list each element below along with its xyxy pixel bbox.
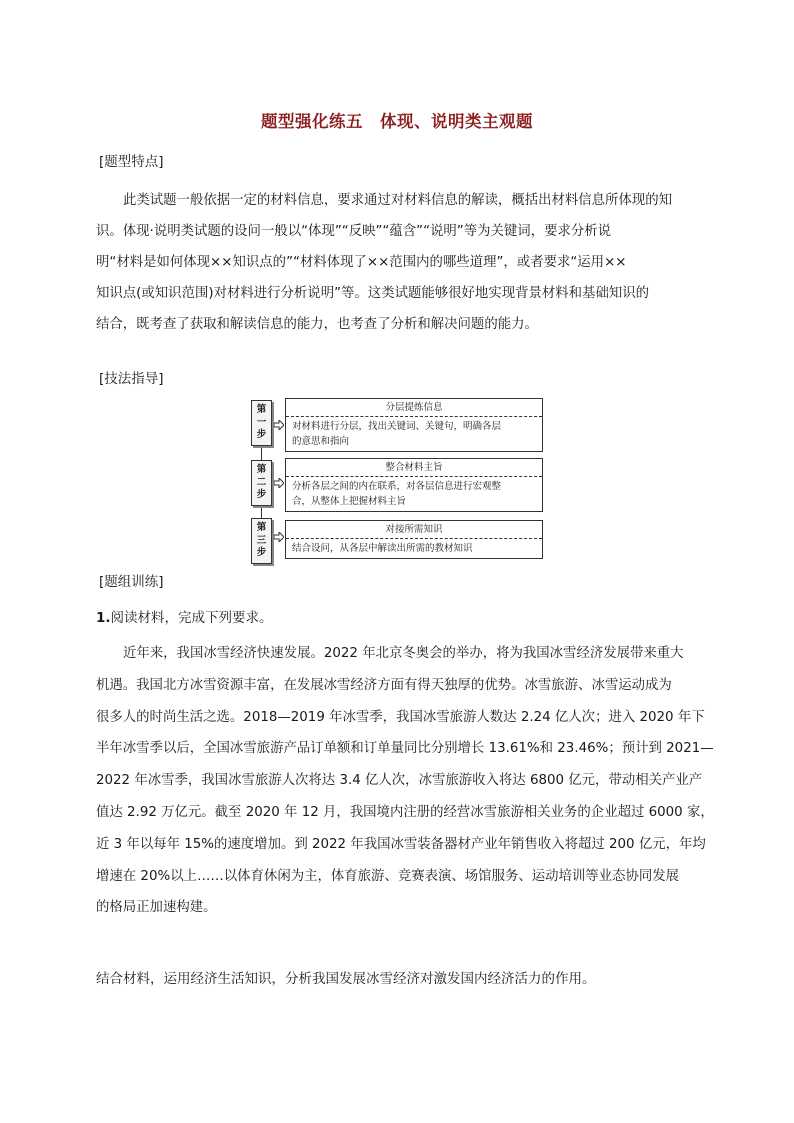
step-body-line: 分析各层之间的内在联系，对各层信息进行宏观整 — [292, 481, 502, 492]
method-flowchart — [249, 398, 545, 564]
material-line: 近 3 年以每年 15%的速度增加。到 2022 年我国冰雪装备器材产业年销售收入将超过 200 亿元，年均 — [96, 836, 706, 852]
step-body-line: 对材料进行分层，找出关键词、关键句，明确各层 — [292, 421, 502, 432]
material-line: 的格局正加速构建。 — [96, 900, 217, 916]
material-line: 2022 年冰雪季，我国冰雪旅游人次将达 3.4 亿人次，冰雪旅游收入将达 6800 亿元，带动相关产业产 — [96, 773, 703, 789]
step-box-1 — [285, 398, 543, 452]
features-line: 识。体现·说明类试题的设问一般以“体现”“反映”“蕴含”“说明”等为关键词，要求分析说 — [96, 224, 612, 239]
features-line: 此类试题一般依据一定的材料信息，要求通过对材料信息的解读，概括出材料信息所体现的知 — [123, 193, 673, 208]
question-prompt-text: 阅读材料，完成下列要求。 — [110, 610, 273, 626]
features-line: 结合，既考查了获取和解读信息的能力，也考查了分析和解决问题的能力。 — [96, 317, 538, 332]
step-label-2: 第 二 步 — [251, 460, 272, 506]
step-body-line: 合，从整体上把握材料主旨 — [292, 496, 407, 507]
material-line: 很多人的时尚生活之选。2018—2019 年冰雪季，我国冰雪旅游人数达 2.24 亿人次；进入 2020 年下 — [96, 709, 705, 725]
material-paragraph — [96, 638, 714, 924]
step-title: 对接所需知识 — [286, 521, 542, 539]
features-line: 知识点(或知识范围)对材料进行分析说明”等。这类试题能够很好地实现背景材料和基础知识的 — [96, 286, 650, 301]
question-prompt — [96, 609, 273, 627]
material-line: 近年来，我国冰雪经济快速发展。2022 年北京冬奥会的举办，将为我国冰雪经济发展带来重大 — [123, 646, 684, 661]
step-box-3 — [285, 520, 543, 559]
method-heading: [技法指导] — [99, 371, 164, 387]
right-arrow-icon — [274, 532, 284, 542]
material-line: 增速在 20%以上……以体育休闲为主，体育旅游、竞赛表演、场馆服务、运动培训等业态协同发展 — [96, 868, 680, 884]
step-box-2 — [285, 458, 543, 512]
material-line: 值达 2.92 万亿元。截至 2020 年 12 月，我国境内注册的经营冰雪旅游相关业务的企业超过 6000 家， — [96, 804, 714, 820]
features-paragraph — [96, 185, 696, 340]
step-body-line: 结合设问，从各层中解读出所需的教材知识 — [292, 543, 473, 554]
step-title: 整合材料主旨 — [286, 459, 542, 477]
question-number: 1. — [96, 610, 111, 626]
training-heading: [题组训练] — [99, 574, 164, 590]
page-title: 题型强化练五 体现、说明类主观题 — [261, 112, 533, 131]
features-heading: [题型特点] — [99, 154, 164, 170]
material-line: 半年冰雪季以后，全国冰雪旅游产品订单额和订单量同比分别增长 13.61%和 23.46%；预计到 2021— — [96, 741, 714, 757]
step-label-3: 第 三 步 — [251, 518, 272, 564]
question-text: 结合材料，运用经济生活知识，分析我国发展冰雪经济对激发国内经济活力的作用。 — [96, 971, 596, 987]
features-line: 明“材料是如何体现××知识点的”“材料体现了××范围内的哪些道理”，或者要求“运用×× — [96, 255, 627, 270]
step-label-1: 第 一 步 — [251, 400, 272, 446]
connector-line — [261, 506, 262, 518]
right-arrow-icon — [274, 420, 284, 430]
connector-line — [261, 448, 262, 460]
right-arrow-icon — [274, 478, 284, 488]
material-line: 机遇。我国北方冰雪资源丰富，在发展冰雪经济方面有得天独厚的优势。冰雪旅游、冰雪运动成为 — [96, 677, 672, 693]
step-body-line: 的意思和指向 — [292, 436, 350, 447]
step-title: 分层提炼信息 — [286, 399, 542, 417]
